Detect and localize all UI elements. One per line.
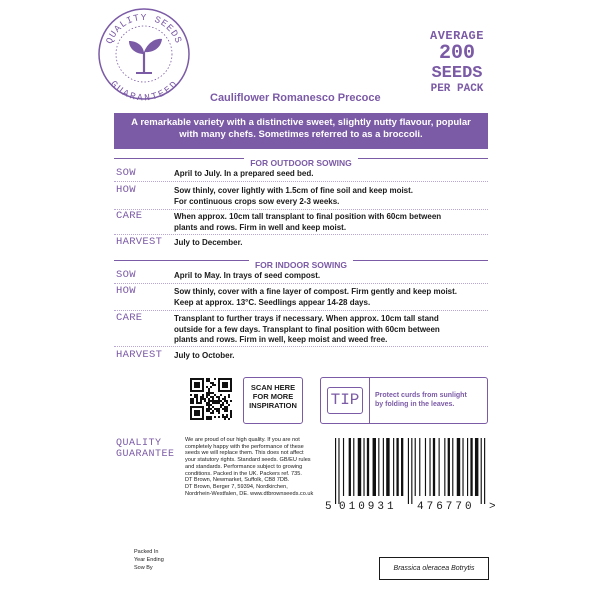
barcode-bar — [439, 438, 440, 496]
indoor-harvest-label: HARVEST — [116, 349, 163, 361]
outdoor-harvest-text — [174, 238, 490, 249]
indoor-care-line-2: outside for a few days. Transplant to final position with 60cm between — [174, 324, 440, 334]
per-pack-label: PER PACK — [430, 83, 484, 95]
qr-module — [196, 396, 198, 398]
outdoor-care-line-2: plants and rows. Firm in well and keep moist. — [174, 222, 347, 232]
qr-module — [216, 400, 218, 402]
barcode-bar — [363, 438, 364, 496]
row-divider — [114, 283, 488, 284]
qr-module — [192, 402, 194, 404]
qr-module — [208, 400, 210, 402]
barcode-bar — [393, 438, 394, 496]
qr-module — [226, 416, 228, 418]
qr-module — [212, 400, 214, 402]
qr-module — [222, 402, 224, 404]
quality-text-line: completely happy with the performance of these — [185, 443, 304, 450]
indoor-sow-label: SOW — [116, 269, 136, 281]
qr-module — [196, 400, 198, 402]
qr-module — [208, 404, 210, 406]
qr-module — [206, 394, 208, 396]
barcode-bar — [433, 438, 435, 496]
barcode-first-digit: 5 — [325, 501, 332, 512]
indoor-care-label: CARE — [116, 312, 143, 324]
qr-module — [206, 418, 208, 420]
qr-module — [224, 406, 226, 408]
row-divider — [114, 181, 488, 182]
barcode-bar — [419, 438, 420, 496]
tip-text — [375, 391, 485, 409]
qr-module — [218, 410, 220, 412]
barcode-bar — [411, 438, 412, 504]
barcode-bar — [408, 438, 409, 504]
qr-module — [222, 416, 224, 418]
qr-module — [202, 394, 204, 396]
barcode-right-group: 476770 — [417, 501, 475, 512]
barcode-bar — [444, 438, 445, 496]
qr-module — [194, 410, 200, 416]
barcode-bar — [475, 438, 478, 496]
qr-module — [212, 402, 214, 404]
qr-module — [204, 400, 206, 402]
qr-module — [196, 398, 198, 400]
quality-text-line: and standards. Performance subject to growing — [185, 463, 303, 470]
outdoor-harvest-line-1: July to December. — [174, 238, 243, 247]
seeds-label: SEEDS — [431, 64, 483, 83]
qr-module — [218, 396, 220, 398]
qr-module — [210, 392, 212, 394]
quality-text-line: DT Brown, Berger 7, 59394, Nordkirchen, — [185, 483, 288, 490]
qr-module — [190, 400, 192, 402]
qr-module — [206, 404, 208, 406]
qr-module — [230, 414, 232, 416]
qr-module — [190, 402, 192, 404]
qr-module — [218, 408, 220, 410]
outdoor-how-line-2: For continuous crops sow every 2-3 weeks. — [174, 196, 340, 206]
quality-text-line: conditions. Packed in the UK. Packers ref. 735. — [185, 470, 302, 477]
qr-module — [200, 400, 202, 402]
qr-module — [216, 410, 218, 412]
tip-divider — [369, 378, 370, 423]
average-label: AVERAGE — [430, 29, 484, 43]
barcode-bar — [396, 438, 398, 496]
qr-module — [222, 382, 228, 388]
barcode-bar — [378, 438, 379, 496]
qr-module — [214, 402, 216, 404]
qr-module — [208, 418, 210, 420]
scan-line-2: FOR MORE — [252, 392, 294, 401]
qr-module — [208, 392, 210, 394]
row-divider — [114, 234, 488, 235]
qr-module — [216, 408, 218, 410]
qr-module — [208, 378, 210, 380]
qr-module — [218, 398, 220, 400]
outdoor-sow-line-1: April to July. In a prepared seed bed. — [174, 169, 314, 178]
qr-module — [208, 398, 210, 400]
qr-module — [212, 410, 214, 412]
qr-module — [224, 410, 226, 412]
qr-module — [230, 416, 232, 418]
qr-module — [210, 404, 212, 406]
qr-module — [206, 380, 208, 382]
qr-module — [192, 400, 194, 402]
barcode-bar — [358, 438, 361, 496]
qr-module — [212, 392, 214, 394]
qr-module — [226, 402, 228, 404]
qr-module — [206, 396, 208, 398]
seed-count: 200 — [438, 42, 475, 65]
seed-count-badge — [418, 30, 496, 95]
qr-module — [206, 410, 208, 412]
year-ending-label: Year Ending — [134, 557, 164, 563]
qr-module — [212, 412, 214, 414]
indoor-harvest-text — [174, 351, 490, 362]
qr-module — [212, 406, 214, 408]
qr-module — [214, 378, 216, 380]
barcode-bar — [457, 438, 460, 496]
qr-module — [212, 398, 214, 400]
qr-module — [226, 414, 228, 416]
qr-module — [206, 378, 208, 380]
qr-module — [214, 384, 216, 386]
scan-line-1: SCAN HERE — [250, 383, 296, 392]
qr-module — [210, 396, 212, 398]
qr-module — [224, 398, 226, 400]
qr-module — [194, 396, 196, 398]
outdoor-section-heading — [114, 153, 488, 168]
qr-module — [194, 394, 196, 396]
barcode-bar — [415, 438, 416, 496]
qr-module — [228, 418, 230, 420]
qr-module — [224, 408, 226, 410]
stamp-top-text: QUALITY SEEDS — [103, 12, 185, 46]
indoor-how-line-2: Keep at approx. 13°C. Seedlings appear 14-28 days. — [174, 297, 371, 307]
qr-module — [220, 404, 222, 406]
indoor-harvest-line-1: July to October. — [174, 351, 235, 360]
qr-module — [208, 416, 210, 418]
quality-guarantee-text — [185, 437, 323, 497]
qr-module — [210, 400, 212, 402]
quality-title-line-1: QUALITY — [116, 438, 162, 449]
qr-module — [218, 400, 220, 402]
qr-module — [214, 408, 216, 410]
qr-module — [200, 402, 202, 404]
indoor-sow-text — [174, 271, 490, 282]
qr-module — [208, 408, 210, 410]
seedling-icon — [129, 39, 162, 73]
quality-text-line: DT Brown, Newmarket, Suffolk, CB8 7DB. — [185, 477, 290, 484]
qr-module — [224, 418, 226, 420]
quality-seeds-stamp — [96, 6, 192, 102]
outdoor-sow-label: SOW — [116, 167, 136, 179]
qr-module — [220, 400, 222, 402]
qr-module — [226, 406, 228, 408]
qr-module — [224, 400, 226, 402]
row-divider — [114, 209, 488, 210]
qr-module — [212, 384, 214, 386]
qr-module — [226, 400, 228, 402]
qr-module — [210, 408, 212, 410]
qr-module — [200, 398, 202, 400]
qr-module — [214, 394, 216, 396]
barcode-bars — [335, 438, 485, 504]
qr-module — [210, 386, 212, 388]
indoor-care-line-3: plants and rows. Firm in well, keep moist and weed free. — [174, 335, 388, 344]
qr-module — [202, 396, 204, 398]
row-divider — [114, 346, 488, 347]
qr-module — [226, 408, 228, 410]
barcode-bar — [467, 438, 468, 496]
qr-code[interactable] — [190, 378, 232, 420]
qr-module — [222, 414, 224, 416]
indoor-care-line-1: Transplant to further trays if necessary. When approx. 10cm tall stand — [174, 314, 439, 323]
qr-module — [218, 412, 220, 414]
barcode-bar — [425, 438, 426, 496]
qr-module — [198, 402, 200, 404]
barcode-quiet-mark: > — [489, 501, 496, 512]
qr-module — [206, 402, 208, 404]
tip-word: TIP — [327, 387, 363, 414]
qr-module — [210, 382, 212, 384]
barcode-bar — [448, 438, 450, 496]
quality-guarantee-title — [116, 438, 175, 460]
quality-text-line: Nordrhein-Westfalen, DE. www.dtbrownseeds.co.uk — [185, 490, 314, 497]
ean-barcode — [323, 438, 499, 512]
qr-module — [208, 410, 210, 412]
qr-module — [212, 396, 214, 398]
qr-module — [206, 408, 208, 410]
qr-module — [210, 418, 212, 420]
qr-module — [214, 416, 216, 418]
outdoor-care-label: CARE — [116, 210, 143, 222]
row-divider — [114, 310, 488, 311]
qr-module — [226, 410, 228, 412]
outdoor-care-line-1: When approx. 10cm tall transplant to final position with 60cm between — [174, 212, 442, 221]
outdoor-how-line-1: Sow thinly, cover lightly with 1.5cm of fine soil and keep moist. — [174, 186, 414, 195]
description-band — [114, 113, 488, 149]
description-text: A remarkable variety with a distinctive sweet, slightly nutty flavour, popular with many chefs. Sometimes referred to as a broccoli. — [131, 117, 471, 140]
variety-title: Cauliflower Romanesco Precoce — [210, 92, 381, 104]
outdoor-heading-label: FOR OUTDOOR SOWING — [244, 158, 358, 168]
botanical-name: Brassica oleracea Botrytis — [393, 565, 475, 572]
barcode-bar — [386, 438, 389, 496]
qr-module — [202, 398, 204, 400]
qr-module — [208, 406, 210, 408]
qr-module — [194, 382, 200, 388]
barcode-bar — [452, 438, 453, 496]
quality-text-line: your statutory rights. Standard seeds. GB/EU rules — [185, 457, 311, 464]
qr-module — [200, 396, 202, 398]
indoor-care-text — [174, 314, 490, 346]
qr-module — [208, 380, 210, 382]
qr-module — [208, 390, 210, 392]
barcode-left-group: 010931 — [339, 501, 397, 512]
indoor-sow-line-1: April to May. In trays of seed compost. — [174, 271, 321, 280]
qr-module — [208, 388, 210, 390]
qr-module — [206, 416, 208, 418]
outdoor-how-text — [174, 186, 490, 207]
outdoor-sow-text — [174, 169, 490, 180]
qr-module — [196, 402, 198, 404]
indoor-how-text — [174, 287, 490, 308]
outdoor-care-text — [174, 212, 490, 233]
outdoor-how-label: HOW — [116, 184, 136, 196]
qr-module — [196, 394, 198, 396]
qr-module — [206, 392, 208, 394]
barcode-bar — [349, 438, 351, 496]
barcode-bar — [338, 438, 339, 504]
qr-module — [224, 396, 226, 398]
qr-module — [228, 404, 230, 406]
qr-module — [228, 394, 230, 396]
outdoor-harvest-label: HARVEST — [116, 236, 163, 248]
barcode-bar — [429, 438, 430, 496]
scan-here-box — [243, 377, 303, 424]
qr-module — [204, 398, 206, 400]
botanical-name-box — [379, 557, 489, 580]
qr-module — [206, 386, 208, 388]
qr-module — [222, 408, 224, 410]
packed-in-label: Packed In — [134, 549, 159, 555]
qr-module — [218, 416, 220, 418]
sow-by-label: Sow By — [134, 565, 153, 571]
tip-line-2: by folding in the leaves. — [375, 401, 455, 408]
qr-module — [218, 402, 220, 404]
barcode-bar — [367, 438, 369, 496]
qr-module — [228, 396, 230, 398]
barcode-bar — [401, 438, 403, 496]
barcode-bar — [481, 438, 482, 504]
packing-date-labels — [134, 548, 164, 572]
qr-module — [212, 382, 214, 384]
tip-line-1: Protect curds from sunlight — [375, 392, 467, 399]
qr-module — [192, 398, 194, 400]
qr-module — [208, 394, 210, 396]
qr-module — [216, 402, 218, 404]
qr-module — [210, 412, 212, 414]
qr-module — [224, 416, 226, 418]
qr-module — [222, 398, 224, 400]
quality-text-line: We are proud of our high quality. If you are not — [185, 437, 300, 443]
qr-module — [190, 394, 192, 396]
barcode-bar — [470, 438, 472, 496]
qr-module — [214, 400, 216, 402]
indoor-heading-label: FOR INDOOR SOWING — [249, 260, 353, 270]
qr-module — [210, 416, 212, 418]
qr-module — [220, 394, 222, 396]
qr-module — [222, 404, 224, 406]
barcode-bar — [343, 438, 344, 496]
barcode-bar — [335, 438, 336, 504]
indoor-section-heading — [114, 255, 488, 270]
barcode-bar — [373, 438, 376, 496]
qr-module — [220, 406, 222, 408]
tip-box — [320, 377, 488, 424]
barcode-bar — [484, 438, 485, 504]
qr-module — [230, 410, 232, 412]
qr-module — [216, 396, 218, 398]
scan-line-3: INSPIRATION — [249, 401, 297, 410]
qr-module — [230, 412, 232, 414]
barcode-bar — [353, 438, 354, 496]
quality-title-line-2: GUARANTEE — [116, 449, 175, 460]
barcode-bar — [383, 438, 384, 496]
stamp-bottom-text: GUARANTEED — [107, 78, 181, 102]
svg-text:QUALITY SEEDS — [104, 12, 184, 45]
barcode-bar — [462, 438, 463, 496]
qr-module — [208, 402, 210, 404]
quality-text-line: seeds we will replace them. This does not affect — [185, 450, 304, 457]
qr-module — [190, 398, 192, 400]
indoor-how-line-1: Sow thinly, cover with a fine layer of compost. Firm gently and keep moist. — [174, 287, 458, 296]
indoor-how-label: HOW — [116, 285, 136, 297]
qr-module — [230, 400, 232, 402]
